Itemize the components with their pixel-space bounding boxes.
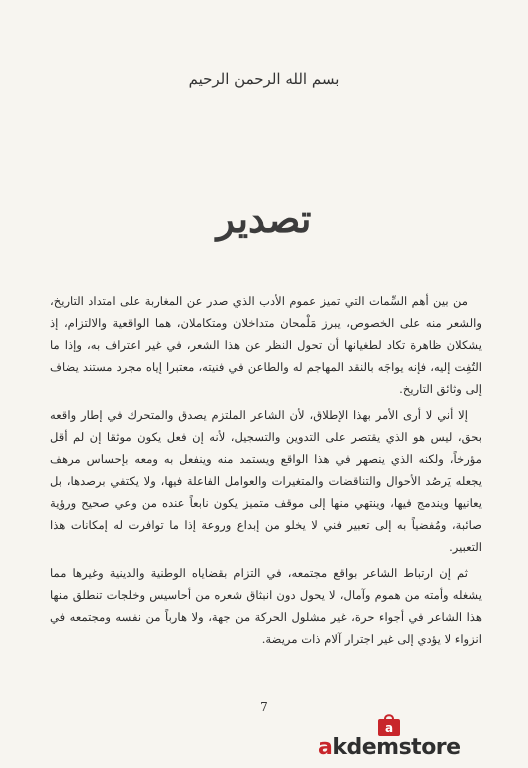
body-text	[50, 290, 482, 654]
watermark-prefix: a	[318, 735, 333, 760]
page-title: تصدير	[216, 196, 312, 241]
watermark-name: kdemstore	[332, 735, 461, 760]
gift-bag-icon	[376, 713, 402, 737]
basmala-heading: بسم الله الرحمن الرحيم	[188, 70, 340, 88]
paragraph-1: من بين أهم السِّمات التي تميز عموم الأدب الذي صدر عن المغاربة على امتداد التاريخ، والشعر منه على الخصوص، يبرز مَلْمحان متداخلان ومتكاملان، هما الواقعية والالتزام، إذ يشكلان ظاهرة تكاد لطغيانها أن تحول النظر عن هذا الشعر، في غير اعتراف به، وإذا ما التُفِت إليه، فإنه يواجَه بالنقد المهاجم له والطاعن في فنيته، معتبرا إياه مجرد مستند يضاف إلى وثائق التاريخ.	[50, 294, 482, 396]
paragraph-2: إلا أني لا أرى الأمر بهذا الإطلاق، لأن الشاعر الملتزم يصدق والمتحرك في إطار واقعه بحق، ليس هو الذي يقتصر على التدوين والتسجيل، لأنه إن فعل يكون موثقا إن لم أقل مؤرخاً، ولكنه الذي ينصهر في هذا الواقع ويستمد منه وينفعل به ومعه بإحساس مرهف يجعله يَرصُد الأحوال والتناقضات والمتغيرات والعوامل الفاعلة فيها، ولا يكتفي برصدها، بل يعانيها ويندمج فيها، وينتهي منها إلى موقف متميز يكون نابعاً عنده من وعي صحيح ورؤية صائبة، ومُفضياً به إلى تعبير فني لا يخلو من إبداع وروعة إذا ما توافرت له إمكانات هذا التعبير.	[50, 408, 482, 554]
store-watermark	[318, 713, 468, 761]
watermark-text	[318, 735, 468, 760]
paragraph-3: ثم إن ارتباط الشاعر بواقع مجتمعه، في التزام بقضاياه الوطنية والدينية وغيرها مما يشغله وأمته من هموم وآمال، لا يحول دون انبثاق شعره من أحاسيس وخلجات تنطلق منها هذا الشاعر في أجواء حرة، غير مشلول الحركة من جهة، ولا هارباً من نفسه ومجتمعه في انزواء لا يؤدي إلى غير اجترار آلام ذات مريضة.	[50, 566, 482, 646]
svg-text:a: a	[384, 721, 394, 735]
page-number: 7	[260, 700, 268, 714]
